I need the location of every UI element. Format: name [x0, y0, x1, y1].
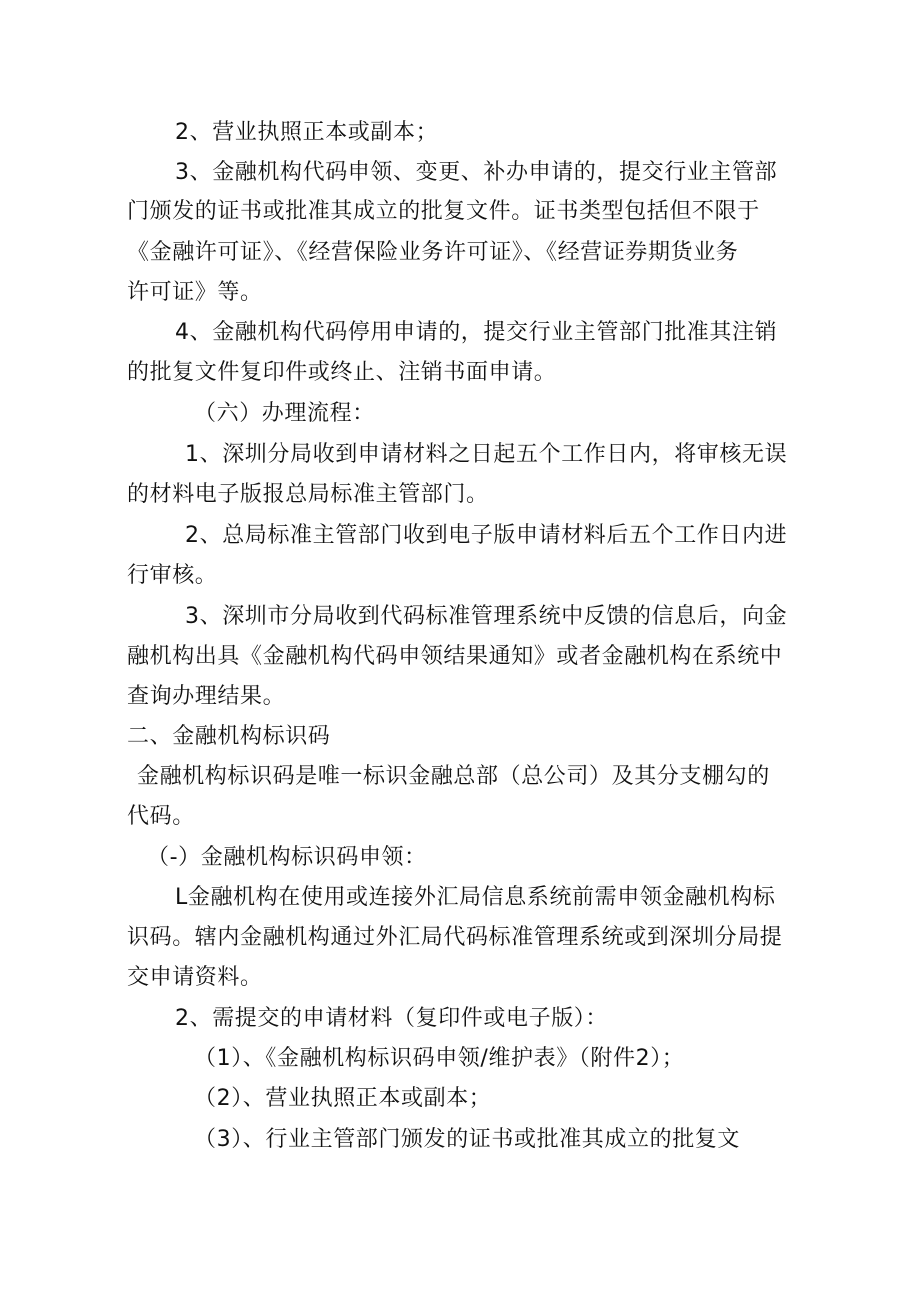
text-line: 2、营业执照正本或副本；	[175, 120, 439, 145]
text-line: 《金融许可证》、《经营保险业务许可证》、《经营证券期货业务	[127, 240, 739, 265]
section-heading: （-）金融机构标识码申领：	[147, 845, 427, 870]
list-item: （2）、营业执照正本或副本；	[194, 1086, 492, 1111]
text-line: 识码。辖内金融机构通过外汇局代码标准管理系统或到深圳分局提	[127, 925, 783, 950]
text-line: 3、深圳市分局收到代码标准管理系统中反馈的信息后，向金	[185, 604, 788, 629]
text-line: 2、需提交的申请材料（复印件或电子版）：	[175, 1006, 608, 1031]
text-line: 1、深圳分局收到申请材料之日起五个工作日内，将审核无误	[185, 442, 788, 467]
text-line: 的批复文件复印件或终止、注销书面申请。	[127, 360, 557, 385]
list-item: （3）、行业主管部门颁发的证书或批准其成立的批复文	[194, 1127, 740, 1152]
text-line: 融机构出具《金融机构代码申领结果通知》或者金融机构在系统中	[127, 644, 783, 669]
text-line: 的材料电子版报总局标准主管部门。	[127, 482, 489, 507]
text-line: 查询办理结果。	[127, 684, 286, 709]
section-heading: 二、金融机构标识码	[127, 724, 331, 749]
section-heading: （六）办理流程：	[194, 401, 375, 426]
text-line: 4、金融机构代码停用申请的，提交行业主管部门批准其注销	[175, 320, 778, 345]
text-line: 2、总局标准主管部门收到电子版申请材料后五个工作日内进	[185, 523, 788, 548]
text-line: 3、金融机构代码申领、变更、补办申请的，提交行业主管部	[175, 160, 778, 185]
text-line: 门颁发的证书或批准其成立的批复文件。证书类型包括但不限于	[127, 199, 760, 224]
list-item: （1）、《金融机构标识码申领/维护表》（附件2）；	[194, 1046, 685, 1071]
text-line: 行审核。	[127, 563, 218, 588]
text-line: 交申请资料。	[127, 965, 263, 990]
text-line: 代码。	[127, 804, 195, 829]
text-line: L金融机构在使用或连接外汇局信息系统前需申领金融机构标	[175, 885, 776, 910]
text-line: 金融机构标识码是唯一标识金融总部（总公司）及其分支棚勾的	[137, 764, 770, 789]
text-line: 许可证》等。	[127, 280, 263, 305]
